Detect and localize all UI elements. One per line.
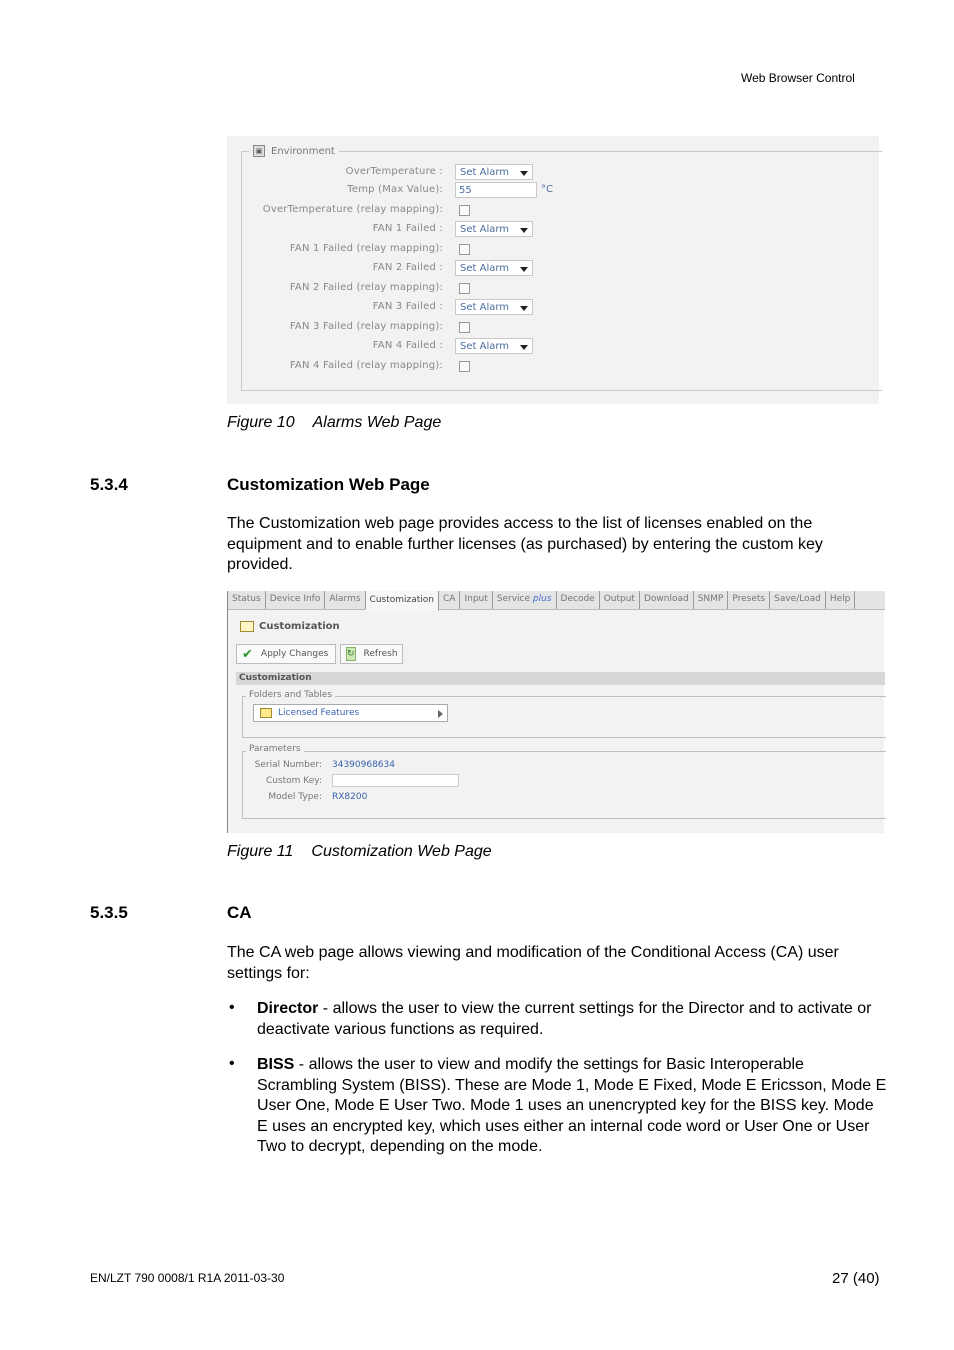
tab-service-plus-label: plus — [532, 594, 552, 604]
bullet-biss-dot: • — [229, 1055, 235, 1072]
fan3-relay-checkbox[interactable] — [459, 322, 470, 333]
fan4-row — [227, 338, 879, 356]
overtemperature-relay-checkbox[interactable] — [459, 205, 470, 216]
temp-max-row — [227, 182, 879, 200]
collapse-icon[interactable]: ▣ — [253, 145, 265, 157]
fan1-row — [227, 221, 879, 239]
tab-input[interactable]: Input — [460, 591, 492, 609]
doc-reference: EN/LZT 790 0008/1 R1A — [90, 1271, 221, 1285]
fan2-label: FAN 2 Failed : — [372, 262, 443, 273]
tab-customization[interactable]: Customization — [366, 591, 439, 611]
folders-legend: Folders and Tables — [246, 690, 335, 700]
bullet-director — [257, 999, 887, 1040]
page-title-label: Customization — [259, 621, 340, 632]
figure10-number: Figure 10 — [227, 414, 295, 431]
apply-changes-button[interactable] — [236, 644, 336, 664]
section-535-paragraph: The CA web page allows viewing and modification of the Conditional Access (CA) user settings for: — [227, 944, 839, 982]
tab-download[interactable]: Download — [640, 591, 694, 609]
tab-save-load[interactable]: Save/Load — [770, 591, 826, 609]
page-title — [240, 621, 340, 632]
dropdown-arrow-icon — [520, 267, 528, 272]
bullet-biss-text: - allows the user to view and modify the settings for Basic Interoperable Scrambling System (BISS). These are Mode 1, Mode E Fixed, Mode E Ericsson, Mode E User One, Mode E User Two. Mode 1 uses an unencrypted key for the BISS key. Mode E uses an encrypted key, which uses either an internal code word or User One or User Two to decrypt, depending on the mode. — [257, 1056, 887, 1155]
tab-presets[interactable]: Presets — [728, 591, 770, 609]
expand-arrow-icon — [438, 710, 443, 718]
alarms-screenshot — [227, 136, 879, 404]
figure10-title: Alarms Web Page — [312, 414, 442, 431]
bullet-director-text: - allows the user to view the current settings for the Director and to activate or deactivate various functions as required. — [257, 1000, 872, 1038]
overtemperature-relay-row — [227, 202, 879, 220]
table-icon — [260, 708, 272, 718]
tab-decode[interactable]: Decode — [557, 591, 600, 609]
section-bar: Customization — [236, 672, 885, 685]
section-535-number: 5.3.5 — [90, 903, 128, 922]
section-534-number: 5.3.4 — [90, 475, 128, 494]
bullet-director-dot: • — [229, 999, 235, 1016]
page-number: 27 (40) — [832, 1270, 880, 1287]
refresh-label: Refresh — [363, 649, 398, 659]
doc-date: 2011-03-30 — [223, 1271, 285, 1285]
tab-status[interactable]: Status — [228, 591, 266, 609]
section-534-title: Customization Web Page — [227, 475, 430, 494]
tab-service-label: Service — [496, 594, 531, 604]
fan2-relay-row — [227, 280, 879, 298]
environment-legend[interactable] — [249, 145, 339, 157]
licensed-features-item[interactable] — [253, 704, 448, 722]
bullet-biss — [257, 1055, 887, 1158]
fan1-relay-label: FAN 1 Failed (relay mapping): — [289, 243, 443, 254]
fan2-select[interactable]: Set Alarm — [455, 260, 533, 276]
tab-output[interactable]: Output — [600, 591, 640, 609]
tab-snmp[interactable]: SNMP — [694, 591, 729, 609]
checkmark-icon: ✔ — [242, 646, 253, 662]
tab-ca[interactable]: CA — [439, 591, 460, 609]
parameters-legend: Parameters — [246, 744, 304, 754]
refresh-icon: ↻ — [347, 649, 355, 659]
model-type-value: RX8200 — [332, 792, 368, 802]
fan2-relay-checkbox[interactable] — [459, 283, 470, 294]
fan1-relay-row — [227, 241, 879, 259]
temp-max-label: Temp (Max Value): — [347, 184, 443, 195]
fan2-row — [227, 260, 879, 278]
fan3-select[interactable]: Set Alarm — [455, 299, 533, 315]
temp-max-input[interactable]: 55 — [455, 182, 537, 198]
fan3-relay-label: FAN 3 Failed (relay mapping): — [289, 321, 443, 332]
fan4-select[interactable]: Set Alarm — [455, 338, 533, 354]
fan1-select[interactable]: Set Alarm — [455, 221, 533, 237]
bullet-biss-term: BISS — [257, 1056, 295, 1073]
fan3-row — [227, 299, 879, 317]
fan2-relay-label: FAN 2 Failed (relay mapping): — [289, 282, 443, 293]
tab-device-info[interactable]: Device Info — [266, 591, 326, 609]
customization-screenshot — [227, 591, 884, 833]
custom-key-label: Custom Key: — [265, 776, 322, 786]
dropdown-arrow-icon — [520, 345, 528, 350]
dropdown-arrow-icon — [520, 306, 528, 311]
overtemperature-select[interactable]: Set Alarm — [455, 164, 533, 180]
temp-unit: °C — [541, 184, 553, 195]
apply-changes-label: Apply Changes — [260, 649, 329, 659]
folder-icon — [240, 621, 254, 632]
figure10-caption — [227, 414, 441, 432]
figure11-number: Figure 11 — [227, 843, 294, 860]
fan4-relay-label: FAN 4 Failed (relay mapping): — [289, 360, 443, 371]
serial-number-value: 34390968634 — [332, 760, 395, 770]
figure11-caption — [227, 843, 492, 861]
tab-alarms[interactable]: Alarms — [325, 591, 365, 609]
tab-service-plus[interactable] — [493, 591, 557, 609]
fan1-relay-checkbox[interactable] — [459, 244, 470, 255]
custom-key-input[interactable] — [332, 774, 459, 787]
footer-doc-ref — [90, 1271, 284, 1285]
bullet-director-term: Director — [257, 1000, 319, 1017]
tab-bar — [228, 591, 885, 610]
tab-help[interactable]: Help — [826, 591, 856, 609]
fan1-label: FAN 1 Failed : — [372, 223, 443, 234]
overtemperature-relay-label: OverTemperature (relay mapping): — [262, 204, 443, 215]
fan4-relay-row — [227, 358, 879, 376]
fan4-label: FAN 4 Failed : — [372, 340, 443, 351]
fan3-relay-row — [227, 319, 879, 337]
serial-number-label: Serial Number: — [254, 760, 322, 770]
overtemperature-label: OverTemperature : — [345, 166, 443, 177]
fan4-relay-checkbox[interactable] — [459, 361, 470, 372]
section-534-paragraph: The Customization web page provides access to the list of licenses enabled on the equipment and to enable further licenses (as purchased) by entering the custom key provided. — [227, 515, 823, 573]
figure11-title: Customization Web Page — [311, 843, 492, 860]
licensed-features-label: Licensed Features — [278, 708, 360, 718]
dropdown-arrow-icon — [520, 228, 528, 233]
refresh-button[interactable] — [340, 644, 403, 664]
dropdown-arrow-icon — [520, 171, 528, 176]
fan3-label: FAN 3 Failed : — [372, 301, 443, 312]
environment-legend-label: Environment — [271, 145, 335, 157]
model-type-label: Model Type: — [268, 792, 322, 802]
overtemperature-row — [227, 164, 879, 182]
section-535-title: CA — [227, 903, 252, 922]
running-header: Web Browser Control — [741, 71, 855, 85]
